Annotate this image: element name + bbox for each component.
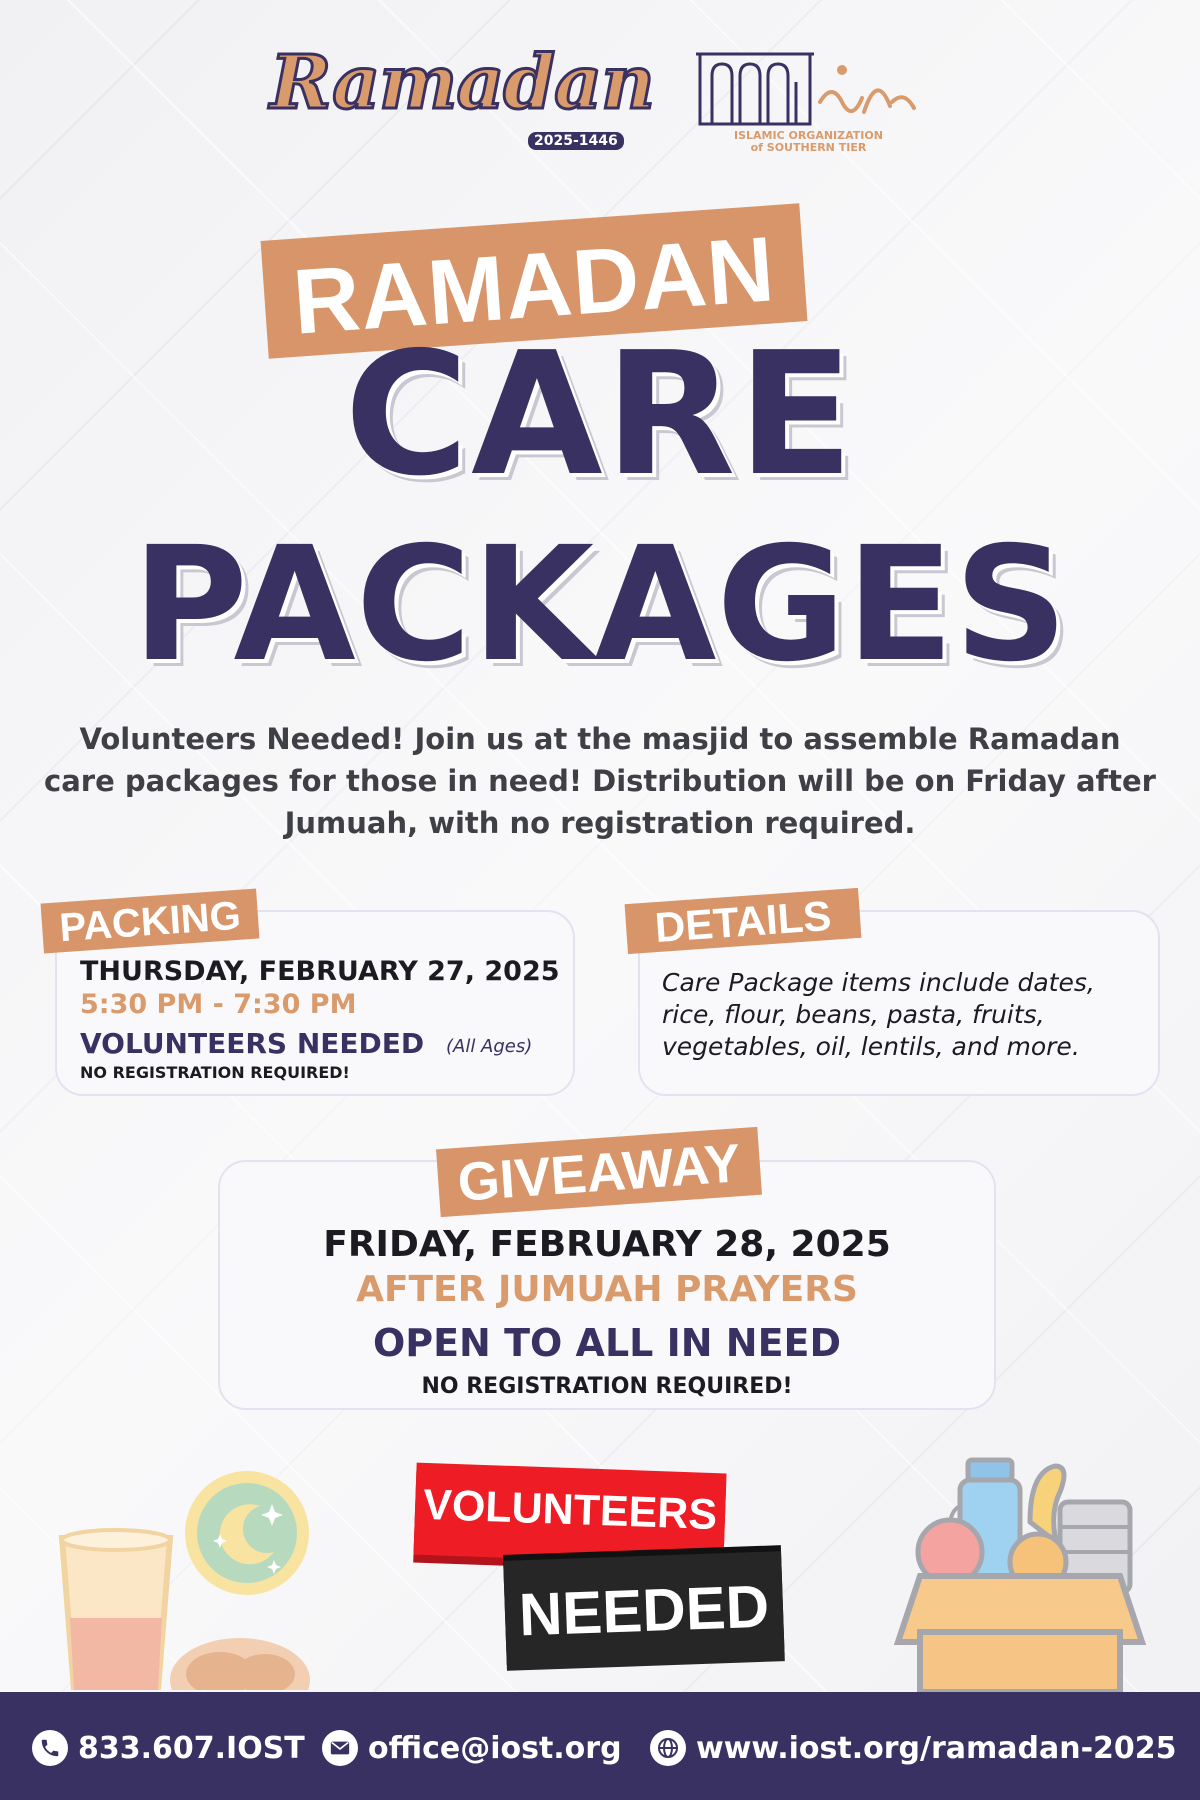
org-name: [734, 130, 883, 154]
ramadan-logo-word: Ramadan: [270, 40, 654, 126]
needed-banner-text: NEEDED: [517, 1572, 771, 1649]
phone-icon: [32, 1730, 68, 1766]
iftar-illustration: [50, 1468, 320, 1690]
packing-no-registration: NO REGISTRATION REQUIRED!: [80, 1063, 350, 1082]
volunteers-banner-text: VOLUNTEERS: [422, 1480, 718, 1540]
grocery-box-icon: [880, 1452, 1160, 1692]
ramadan-logo-year: 2025-1446: [528, 132, 624, 150]
iost-logo: [692, 42, 922, 162]
giveaway-tag: GIVEAWAY: [436, 1127, 762, 1217]
volunteers-banner: [413, 1463, 726, 1566]
giveaway-no-registration: NO REGISTRATION REQUIRED!: [421, 1374, 793, 1399]
footer-website[interactable]: [650, 1728, 1177, 1768]
packing-date: THURSDAY, FEBRUARY 27, 2025: [80, 956, 560, 987]
contact-footer: [0, 1692, 1200, 1800]
email-icon: [322, 1730, 358, 1766]
title-ramadan: RAMADAN: [289, 218, 779, 354]
globe-icon: [650, 1730, 686, 1766]
crescent-moon-icon: [182, 1468, 312, 1598]
footer-website-text: www.iost.org/ramadan-2025: [696, 1730, 1177, 1766]
packing-volunteers: VOLUNTEERS NEEDED: [80, 1027, 425, 1060]
packing-tag: PACKING: [41, 889, 260, 954]
packing-time: 5:30 PM - 7:30 PM: [80, 989, 357, 1020]
details-text: Care Package items include dates, rice, flour, beans, pasta, fruits, vegetables, oil, lentils, and more.: [662, 968, 1095, 1061]
footer-email-text: office@iost.org: [368, 1730, 622, 1766]
org-name-line1: ISLAMIC ORGANIZATION: [734, 129, 883, 142]
details-tag: DETAILS: [625, 888, 862, 954]
needed-banner: [503, 1551, 785, 1671]
ramadan-logo: [270, 40, 654, 160]
intro-paragraph: Volunteers Needed! Join us at the masjid to assemble Ramadan care packages for those in need! Distribution will be on Friday after Jumuah, with no registration required.: [44, 722, 1156, 840]
giveaway-open-to-all: OPEN TO ALL IN NEED: [372, 1321, 842, 1365]
title-care: CARE: [344, 316, 856, 514]
footer-email[interactable]: [322, 1728, 622, 1768]
packing-ages: (All Ages): [446, 1036, 533, 1057]
title-packages: PACKAGES: [132, 513, 1068, 697]
org-name-line2: of SOUTHERN TIER: [750, 141, 867, 154]
giveaway-after-jumuah: AFTER JUMUAH PRAYERS: [356, 1269, 858, 1310]
masjid-building-icon: [692, 42, 922, 132]
footer-phone[interactable]: [32, 1728, 305, 1768]
footer-phone-text: 833.607.IOST: [78, 1730, 305, 1766]
giveaway-date: FRIDAY, FEBRUARY 28, 2025: [323, 1224, 891, 1265]
grocery-box-illustration: [880, 1452, 1160, 1692]
